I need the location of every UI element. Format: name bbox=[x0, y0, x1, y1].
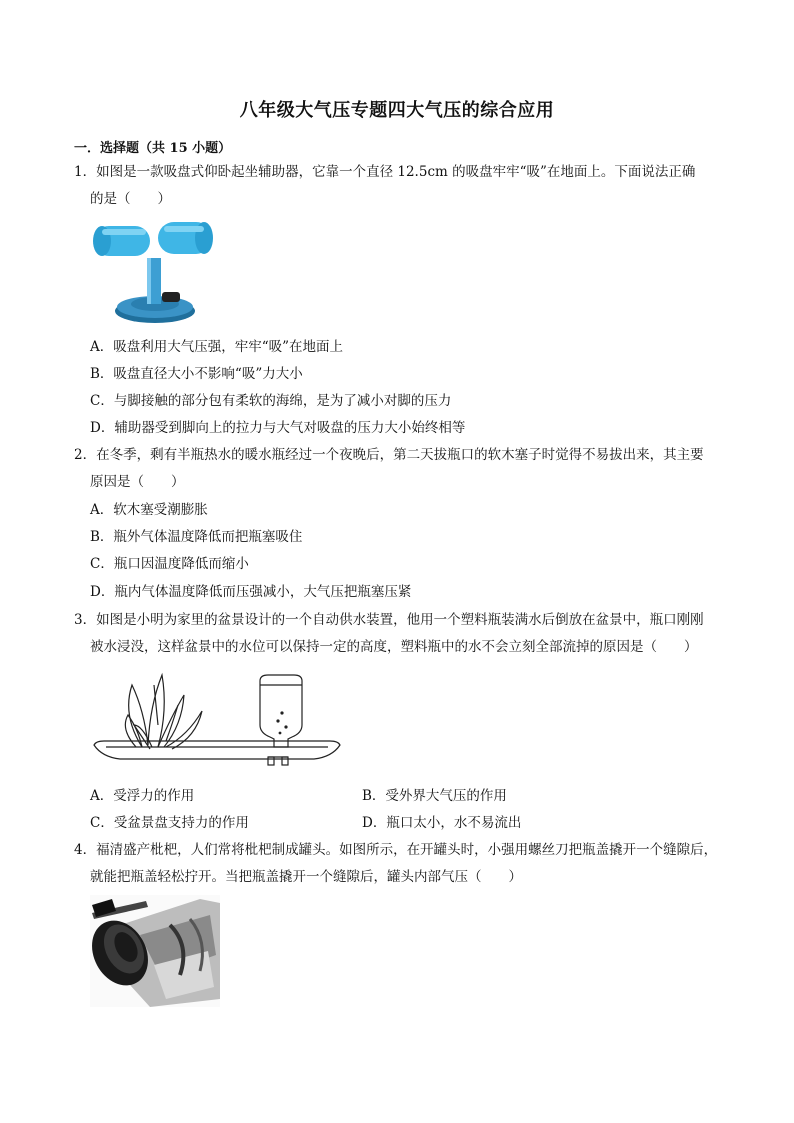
question-3-option-a: A．受浮力的作用 bbox=[90, 788, 195, 804]
water-supply-device-image bbox=[92, 665, 342, 773]
question-3-option-d: D．瓶口太小，水不易流出 bbox=[362, 815, 522, 831]
question-1-text: 1．如图是一款吸盘式仰卧起坐辅助器，它靠一个直径 12.5cm 的吸盘牢牢“吸”在地面上。下面说法正确 bbox=[74, 164, 696, 180]
question-1-option-d: D．辅助器受到脚向上的拉力与大气对吸盘的压力大小始终相等 bbox=[90, 420, 466, 436]
question-1-option-b: B．吸盘直径大小不影响“吸”力大小 bbox=[90, 366, 303, 382]
question-3-text: 3．如图是小明为家里的盆景设计的一个自动供水装置，他用一个塑料瓶装满水后倒放在盆景中，瓶口刚刚 bbox=[74, 612, 704, 628]
question-1-option-c: C．与脚接触的部分包有柔软的海绵，是为了减小对脚的压力 bbox=[90, 393, 452, 409]
page-title: 八年级大气压专题四大气压的综合应用 bbox=[239, 100, 555, 121]
question-2-option-b: B．瓶外气体温度降低而把瓶塞吸住 bbox=[90, 529, 303, 545]
section-heading: 一．选择题（共 15 小题） bbox=[74, 141, 232, 156]
question-4-text-cont: 就能把瓶盖轻松拧开。当把瓶盖撬开一个缝隙后，罐头内部气压（ ） bbox=[90, 869, 522, 885]
question-2-option-c: C．瓶口因温度降低而缩小 bbox=[90, 556, 249, 572]
question-2-text-cont: 原因是（ ） bbox=[90, 474, 185, 490]
question-2-text: 2．在冬季，剩有半瓶热水的暖水瓶经过一个夜晚后，第二天拔瓶口的软木塞子时觉得不易拔出来，其主要 bbox=[74, 447, 704, 463]
question-1-option-a: A．吸盘利用大气压强，牢牢“吸”在地面上 bbox=[90, 339, 344, 355]
jar-opening-image bbox=[90, 895, 220, 1007]
question-3-option-c: C．受盆景盘支持力的作用 bbox=[90, 815, 249, 831]
question-4-text: 4．福清盛产枇杷，人们常将枇杷制成罐头。如图所示，在开罐头时，小强用螺丝刀把瓶盖撬开一个缝隙后， bbox=[74, 842, 718, 858]
question-2-option-a: A．软木塞受潮膨胀 bbox=[90, 502, 208, 518]
question-3-option-b: B．受外界大气压的作用 bbox=[362, 788, 507, 804]
question-2-option-d: D．瓶内气体温度降低而压强减小，大气压把瓶塞压紧 bbox=[90, 584, 412, 600]
question-3-text-cont: 被水浸没，这样盆景中的水位可以保持一定的高度，塑料瓶中的水不会立刻全部流掉的原因是（ ） bbox=[90, 639, 698, 655]
question-1-text-cont: 的是（ ） bbox=[90, 191, 171, 207]
situp-assistant-image bbox=[92, 218, 212, 330]
